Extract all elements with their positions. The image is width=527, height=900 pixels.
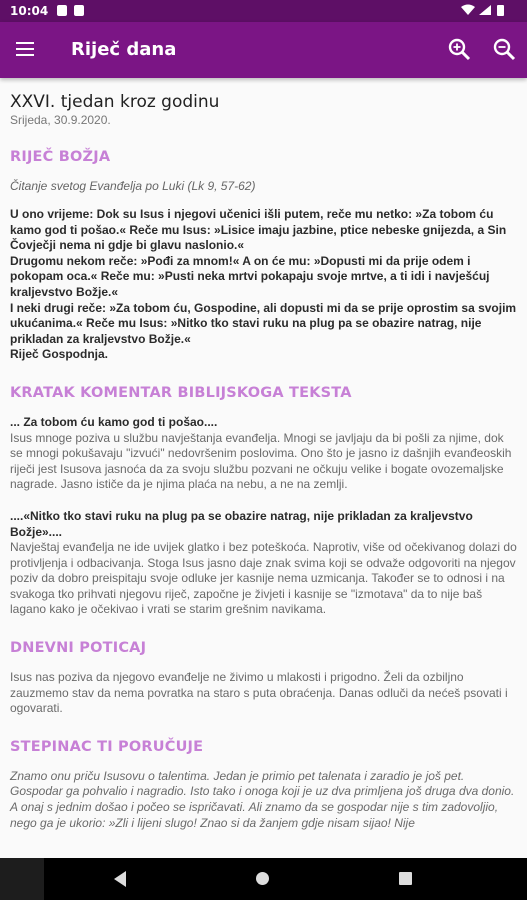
notification-icon [57, 5, 67, 16]
home-icon[interactable] [256, 872, 269, 885]
recent-apps-icon[interactable] [399, 872, 412, 885]
zoom-out-icon[interactable] [489, 34, 521, 66]
daily-heading: DNEVNI POTICAJ [10, 640, 147, 657]
commentary-paragraph: Isus mnoge poziva u službu navještanja evanđelja. Mnogi se javljaju da bi pošli za njime, dok se mnogi pokušavaju "izvući" nedovršenim poslovima. Ono što je jasno iz dašnjih evanđeoskih riječi jest Isusova jasnoća da za svoju službu pozvani ne očkuju velike i bogate ovozemaljske nagrade. Jasno ističe da je njima plaća na nebu, a ne na zemlji. [10, 430, 512, 492]
gospel-paragraph: Drugomu nekom reče: »Pođi za mnom!« A on će mu: »Dopusti mi da prije odem i pokopam oca.« Reče mu: »Pusti neka mrtvi pokapaju svoje mrtve, a ti idi i navješćuj kraljevstvo Božje.« [10, 253, 490, 299]
status-time: 10:04 [10, 4, 49, 18]
zoom-in-icon[interactable] [444, 34, 476, 66]
wifi-signal-battery-icon [459, 3, 517, 17]
back-icon[interactable] [114, 871, 126, 887]
app-title: Riječ dana [71, 39, 177, 60]
gospel-text [10, 207, 517, 363]
reading-content[interactable] [0, 78, 527, 858]
daily-text: Isus nas poziva da njegovo evanđelje ne živimo u mlakosti i prigodno. Želi da ozbiljno zauzmemo stav da nema povratka na staro s puta obraćenja. Danas odluči da nećeš psovati i ogovarati. [10, 670, 508, 716]
reading-reference: Čitanje svetog Evanđelja po Luki (Lk 9, 57-62) [10, 179, 256, 193]
commentary-title: ... Za tobom ću kamo god ti pošao.... [10, 414, 218, 429]
commentary-paragraph: Navještaj evanđelja ne ide uvijek glatko i bez poteškoća. Naprotiv, više od očekivanog dolazi do protivljenja i odbacivanja. Stoga Isus jasno daje znak svima koji se odvaže odgovoriti na njegov poziv da dobro preispitaju svoje odluke jer kasnije nema uzmicanja. Također se to odnosi i na svakoga tko prihvati njegovu riječ, započne je živjeti i kasnije se "izmotava" da to nije baš lagano kako je očekivao i vrati se starim grešnim navikama. [10, 540, 517, 617]
word-heading: RIJEČ BOŽJA [10, 149, 111, 165]
stepinac-heading: STEPINAC TI PORUČUJE [10, 738, 204, 755]
nav-bar-edge [0, 858, 44, 900]
week-title: XXVI. tjedan kroz godinu [10, 92, 220, 112]
status-bar [0, 0, 527, 22]
commentary-title: ....«Nitko tko stavi ruku na plug pa se obazire natrag, nije prikladan za kraljevstvo Božje».... [10, 508, 473, 539]
gospel-paragraph: I neki drugi reče: »Za tobom ću, Gospodine, ali dopusti mi da se prije oprostim sa svojim ukućanima.« Reče mu Isus: »Nitko tko stavi ruku na plug pa se obazire natrag, nije prikladan za kraljevstvo Božje.« [10, 300, 517, 346]
gospel-paragraph: U ono vrijeme: Dok su Isus i njegovi učenici išli putem, reče mu netko: »Za tobom ću kamo god ti pošao.« Reče mu Isus: »Lisice imaju jazbine, ptice nebeske gnijezda, a Sin Čovječji nema ni gdje bi glavu naslonio.« [10, 207, 507, 253]
sd-card-icon [74, 5, 84, 16]
app-bar [0, 22, 527, 78]
status-icons [459, 3, 517, 20]
commentary-heading: KRATAK KOMENTAR BIBLIJSKOGA TEKSTA [10, 384, 352, 401]
system-nav-bar [0, 858, 527, 900]
date-label: Srijeda, 30.9.2020. [10, 113, 111, 127]
menu-icon[interactable] [10, 34, 40, 64]
gospel-paragraph: Riječ Gospodnja. [10, 347, 109, 362]
stepinac-text: Znamo onu priču Isusovu o talentima. Jedan je primio pet talenata i zaradio je još pet. Gospodar ga pohvalio i nagradio. Isto tako i onoga koji je uz dva primljena još druga dva donio. A onaj s jednim došao i počeo se ispričavati. Ali znamo da se gospodar nije s tim zadovoljio, nego ga je ukorio: »Zli i lijeni slugo! Znao si da žanjem gdje nisam sijao! Nije [10, 768, 515, 830]
